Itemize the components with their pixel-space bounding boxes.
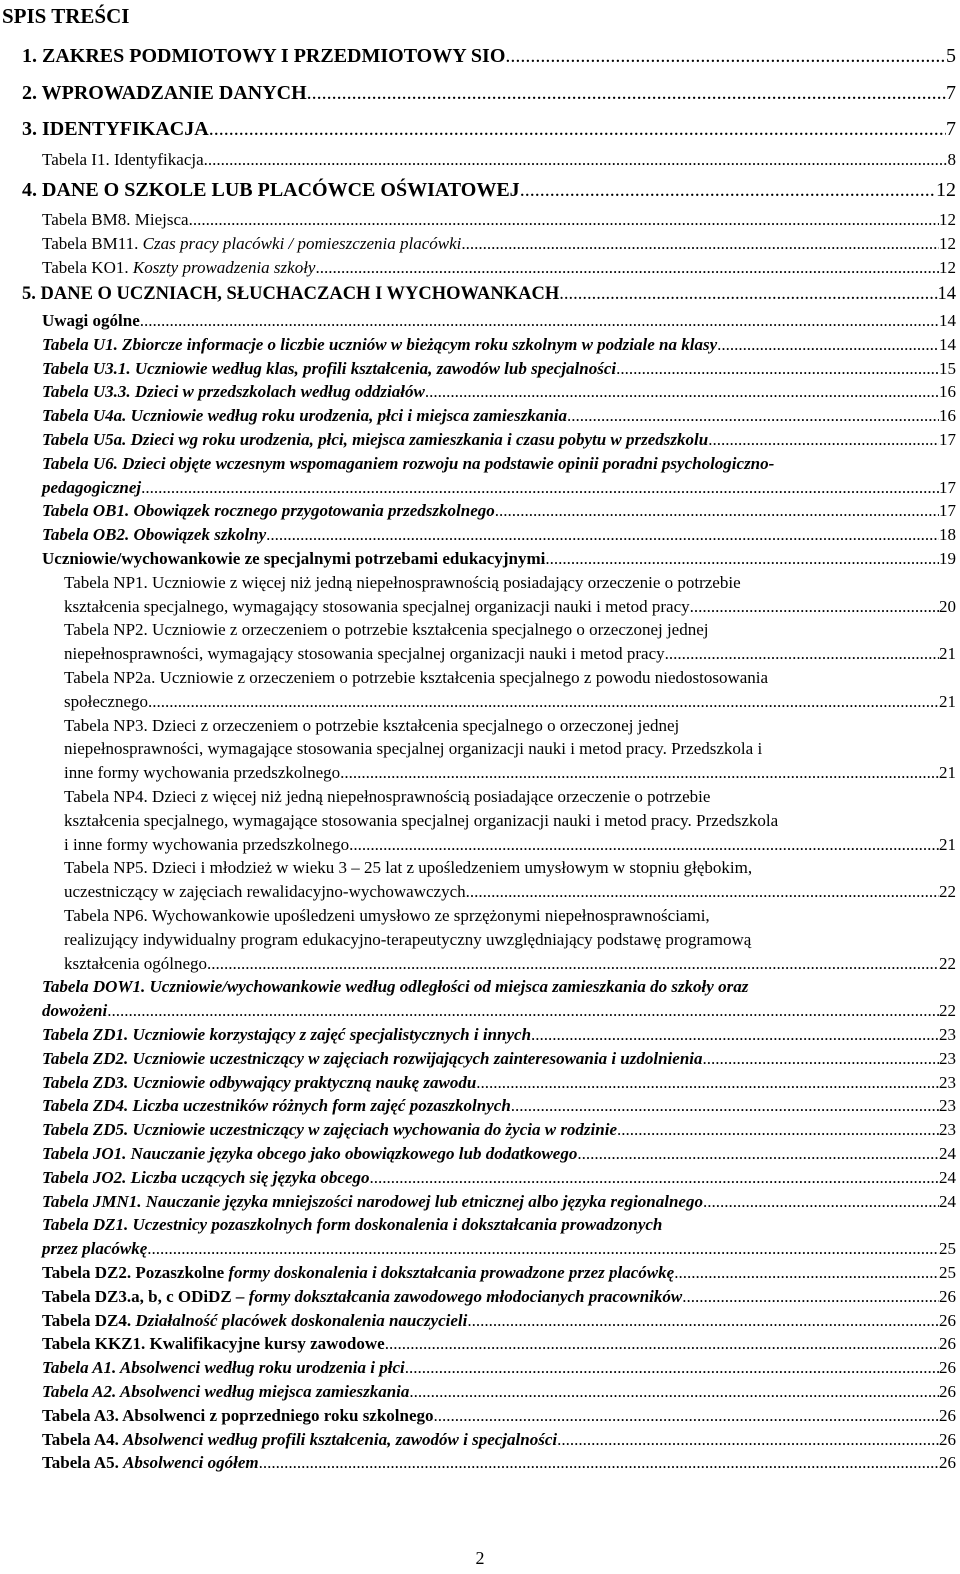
toc-entry-text: Czas pracy placówki / pomieszczenia placówki xyxy=(142,233,462,253)
toc-entry[interactable] xyxy=(0,1118,960,1142)
toc-entry-text: Uwagi ogólne xyxy=(42,311,140,331)
toc-entry[interactable] xyxy=(0,452,960,500)
toc-entry-label: Tabela A5. xyxy=(42,1453,124,1473)
toc-page-number: 20 xyxy=(939,596,956,616)
toc-page-number: 14 xyxy=(937,283,956,304)
toc-entry[interactable] xyxy=(0,1023,960,1047)
toc-entry-text: 5. DANE O UCZNIACH, SŁUCHACZACH I WYCHOWANKACH xyxy=(22,283,560,304)
toc-entry-label: Tabela A4. xyxy=(42,1429,124,1449)
toc-page-number: 21 xyxy=(939,763,956,783)
dot-leader xyxy=(209,111,946,148)
toc-page-number: 21 xyxy=(939,691,956,711)
toc-entry[interactable] xyxy=(0,1261,960,1285)
toc-entry-text: Tabela OB1. Obowiązek rocznego przygotowania przedszkolnego xyxy=(42,501,495,521)
toc-entry[interactable] xyxy=(0,571,960,619)
toc-entry[interactable] xyxy=(0,380,960,404)
toc-page-number: 23 xyxy=(939,1096,956,1116)
toc-entry-text: 4. DANE O SZKOLE LUB PLACÓWCE OŚWIATOWEJ xyxy=(22,178,520,201)
dot-leader xyxy=(690,595,939,619)
toc-entry-text: Tabela NP6. Wychowankowie upośledzeni umysłowo ze sprzężonymi niepełnosprawnościami, xyxy=(64,905,710,925)
toc-page-number: 26 xyxy=(939,1358,956,1378)
dot-leader xyxy=(505,38,946,75)
toc-page-number: 25 xyxy=(939,1262,956,1282)
dot-leader xyxy=(708,428,939,452)
dot-leader xyxy=(703,1190,939,1214)
toc-page-number: 21 xyxy=(939,644,956,664)
toc-entry[interactable] xyxy=(0,1380,960,1404)
dot-leader xyxy=(315,256,939,280)
toc-entry[interactable] xyxy=(0,618,960,666)
toc-entry-text: niepełnosprawności, wymagający stosowania specjalnej organizacji nauki i metod pracy xyxy=(64,644,665,664)
toc-entry-text: Tabela U4a. Uczniowie według roku urodzenia, płci i miejsca zamieszkania xyxy=(42,406,567,426)
toc-entry-text: Tabela ZD3. Uczniowie odbywający praktyczną naukę zawodu xyxy=(42,1072,477,1092)
toc-entry-text: Tabela NP2. Uczniowie z orzeczeniem o potrzebie kształcenia specjalnego o orzeczonej jednej xyxy=(64,620,709,640)
toc-entry[interactable] xyxy=(0,280,960,310)
toc-entry[interactable] xyxy=(0,1451,960,1475)
dot-leader xyxy=(511,1094,939,1118)
toc-entry[interactable] xyxy=(0,1285,960,1309)
toc-entry[interactable] xyxy=(0,357,960,381)
toc-entry[interactable] xyxy=(0,523,960,547)
toc-entry-text: Tabela ZD1. Uczniowie korzystający z zajęć specjalistycznych i innych xyxy=(42,1024,532,1044)
toc-entry-text: Tabela U3.3. Dzieci w przedszkolach według oddziałów xyxy=(42,382,425,402)
toc-page-number: 22 xyxy=(939,953,956,973)
toc-entry[interactable] xyxy=(0,1190,960,1214)
dot-leader xyxy=(559,280,937,310)
dot-leader xyxy=(682,1285,939,1309)
toc-entry[interactable] xyxy=(0,1213,960,1261)
page-title: SPIS TREŚCI xyxy=(2,4,130,28)
dot-leader xyxy=(466,880,939,904)
dot-leader xyxy=(703,1047,939,1071)
dot-leader xyxy=(148,690,939,714)
toc-page-number: 7 xyxy=(946,81,956,104)
toc-entry-text: Koszty prowadzenia szkoły xyxy=(132,257,316,277)
toc-page-number: 23 xyxy=(939,1072,956,1092)
toc-page-number: 24 xyxy=(939,1191,956,1211)
toc-entry-text: Tabela NP3. Dzieci z orzeczeniem o potrzebie kształcenia specjalnego o orzeczonej jednej xyxy=(64,715,680,735)
toc-page-number: 16 xyxy=(939,406,956,426)
dot-leader xyxy=(204,148,948,172)
toc-entry-text: Tabela JO1. Nauczanie języka obcego jako obowiązkowego lub dodatkowego xyxy=(42,1143,578,1163)
toc-page-number: 19 xyxy=(939,549,956,569)
toc-entry-text: kształcenia ogólnego xyxy=(64,953,208,973)
toc-page-number: 17 xyxy=(939,430,956,450)
toc-entry-text: niepełnosprawności, wymagające stosowania specjalnej organizacji nauki i metod pracy. Przedszkola i xyxy=(64,739,763,759)
toc-page-number: 16 xyxy=(939,382,956,402)
toc-page-number: 26 xyxy=(939,1429,956,1449)
toc-entry-text: Tabela DOW1. Uczniowie/wychowankowie według odległości od miejsca zamieszkania do szkoły oraz xyxy=(42,977,749,997)
toc-entry[interactable] xyxy=(0,666,960,714)
toc-entry-text: Tabela NP5. Dzieci i młodzież w wieku 3 – 25 lat z upośledzeniem umysłowym w stopniu głębokim, xyxy=(64,858,753,878)
dot-leader xyxy=(531,1023,939,1047)
toc-page-number: 24 xyxy=(939,1167,956,1187)
dot-leader xyxy=(577,1142,939,1166)
toc-entry-text: społecznego xyxy=(64,691,149,711)
toc-page-number: 8 xyxy=(947,149,956,169)
dot-leader xyxy=(495,499,939,523)
toc-entry-text: Absolwenci według profili kształcenia, zawodów i specjalności xyxy=(123,1429,558,1449)
toc-entry-text: Tabela JMN1. Nauczanie języka mniejszości narodowej lub etnicznej albo języka regionalnego xyxy=(42,1191,703,1211)
dot-leader xyxy=(349,833,939,857)
toc-entry[interactable] xyxy=(0,256,960,280)
toc-entry-text: Tabela ZD5. Uczniowie uczestniczący w zajęciach wychowania do życia w rodzinie xyxy=(42,1120,617,1140)
dot-leader xyxy=(340,761,939,785)
toc-entry-text: Absolwenci ogółem xyxy=(123,1453,259,1473)
toc-entry-text: – formy dokształcania zawodowego młodocianych pracowników xyxy=(235,1286,683,1306)
toc-page-number: 23 xyxy=(939,1024,956,1044)
dot-leader xyxy=(370,1166,940,1190)
dot-leader xyxy=(665,642,939,666)
dot-leader xyxy=(557,1428,939,1452)
toc-entry-text: Tabela BM8. Miejsca xyxy=(42,210,189,230)
toc-entry[interactable] xyxy=(0,1356,960,1380)
toc-entry[interactable] xyxy=(0,714,960,785)
dot-leader xyxy=(425,380,939,404)
toc-entry-text: formy doskonalenia i dokształcania prowadzone przez placówkę xyxy=(228,1262,675,1282)
toc-page-number: 7 xyxy=(946,118,956,141)
dot-leader xyxy=(385,1332,939,1356)
toc-entry-text: pedagogicznej xyxy=(42,477,142,497)
dot-leader xyxy=(147,1237,939,1261)
dot-leader xyxy=(467,1309,939,1333)
toc-entry-text: Tabela U3.1. Uczniowie według klas, profili kształcenia, zawodów lub specjalności xyxy=(42,358,617,378)
toc-entry-text: kształcenia specjalnego, wymagający stosowania specjalnej organizacji nauki i metod pracy xyxy=(64,596,690,616)
toc-page-number: 14 xyxy=(939,311,956,331)
toc-page-number: 22 xyxy=(939,882,956,902)
toc-page-number: 12 xyxy=(939,233,956,253)
toc-entry-text: Tabela NP2a. Uczniowie z orzeczeniem o potrzebie kształcenia specjalnego z powodu niedostosowania xyxy=(64,668,769,688)
toc-entry[interactable] xyxy=(0,1309,960,1333)
toc-entry-label: Tabela DZ2. Pozaszkolne xyxy=(42,1262,229,1282)
dot-leader xyxy=(266,523,939,547)
dot-leader xyxy=(461,232,939,256)
toc-page-number: 26 xyxy=(939,1286,956,1306)
toc-entry-text: i inne formy wychowania przedszkolnego xyxy=(64,834,350,854)
toc-page-number: 14 xyxy=(939,334,956,354)
dot-leader xyxy=(307,75,946,112)
toc-entry[interactable] xyxy=(0,75,960,112)
toc-entry[interactable] xyxy=(0,1094,960,1118)
dot-leader xyxy=(617,1118,939,1142)
toc-entry-text: realizujący indywidualny program edukacyjno-terapeutyczny uwzględniający podstawę programową xyxy=(64,929,752,949)
toc-entry[interactable] xyxy=(0,547,960,571)
toc-entry[interactable] xyxy=(0,208,960,232)
toc-entry-text: dowożeni xyxy=(42,1001,108,1021)
toc-entry[interactable] xyxy=(0,404,960,428)
toc-entry-text: Tabela KKZ1. Kwalifikacyjne kursy zawodowe xyxy=(42,1334,385,1354)
toc-entry[interactable] xyxy=(0,309,960,333)
toc-entry-text: kształcenia specjalnego, wymagające stosowania specjalnej organizacji nauki i metod pracy. Przedszkola xyxy=(64,810,779,830)
toc-entry[interactable] xyxy=(0,172,960,209)
dot-leader xyxy=(405,1356,939,1380)
dot-leader xyxy=(545,547,939,571)
toc-entry[interactable] xyxy=(0,785,960,856)
dot-leader xyxy=(409,1380,939,1404)
dot-leader xyxy=(567,404,939,428)
toc-entry[interactable] xyxy=(0,499,960,523)
toc-entry-text: Tabela ZD2. Uczniowie uczestniczący w zajęciach rozwijających zainteresowania i uzdolnienia xyxy=(42,1048,703,1068)
toc-page-number: 17 xyxy=(939,501,956,521)
toc-entry-text: Tabela I1. Identyfikacja xyxy=(42,149,204,169)
toc-page-number: 23 xyxy=(939,1048,956,1068)
dot-leader xyxy=(674,1261,939,1285)
toc-entry-label: Tabela A3. xyxy=(42,1405,123,1425)
toc-entry-text: Tabela A2. Absolwenci według miejsca zamieszkania xyxy=(42,1381,410,1401)
toc-page-number: 26 xyxy=(939,1405,956,1425)
toc-entry-label: Tabela KO1. xyxy=(42,257,133,277)
toc-entry-text: Tabela DZ1. Uczestnicy pozaszkolnych form doskonalenia i dokształcania prowadzonych xyxy=(42,1215,663,1235)
dot-leader xyxy=(189,208,939,232)
toc-entry-text: Tabela ZD4. Liczba uczestników różnych form zajęć pozaszkolnych xyxy=(42,1096,511,1116)
dot-leader xyxy=(434,1404,939,1428)
toc-entry-label: Tabela DZ4. xyxy=(42,1310,136,1330)
toc-entry-label: Tabela DZ3.a, b, c ODiDZ xyxy=(42,1286,236,1306)
toc-page-number: 26 xyxy=(939,1310,956,1330)
toc-page-number: 15 xyxy=(939,358,956,378)
toc-entry[interactable] xyxy=(0,1071,960,1095)
toc-entry-text: przez placówkę xyxy=(42,1239,148,1259)
toc-entry-text: Tabela A1. Absolwenci według roku urodzenia i płci xyxy=(42,1358,405,1378)
toc-page-number: 5 xyxy=(946,45,956,67)
toc-entry[interactable] xyxy=(0,428,960,452)
dot-leader xyxy=(520,172,936,209)
toc-page-number: 23 xyxy=(939,1120,956,1140)
dot-leader xyxy=(141,476,939,500)
toc-page-number: 17 xyxy=(939,477,956,497)
toc-entry[interactable] xyxy=(0,975,960,1023)
toc-page-number: 26 xyxy=(939,1334,956,1354)
dot-leader xyxy=(476,1071,939,1095)
toc-entry[interactable] xyxy=(0,1166,960,1190)
toc-entry[interactable] xyxy=(0,904,960,975)
toc-page-number: 12 xyxy=(936,178,956,201)
toc-page-number: 12 xyxy=(939,210,956,230)
toc-page-number: 25 xyxy=(939,1239,956,1259)
toc-entry-text: 3. IDENTYFIKACJA xyxy=(22,118,209,141)
toc-entry-text: Tabela JO2. Liczba uczących się języka obcego xyxy=(42,1167,370,1187)
toc-entry-text: Tabela NP1. Uczniowie z więcej niż jedną niepełnosprawnością posiadający orzeczenie o potrzebie xyxy=(64,572,741,592)
toc-entry[interactable] xyxy=(0,1332,960,1356)
toc-entry[interactable] xyxy=(0,1404,960,1428)
dot-leader xyxy=(717,333,939,357)
dot-leader xyxy=(140,309,939,333)
table-of-contents xyxy=(0,38,960,1475)
toc-page-number: 24 xyxy=(939,1143,956,1163)
toc-page-number: 26 xyxy=(939,1381,956,1401)
toc-page-number: 22 xyxy=(939,1001,956,1021)
toc-entry[interactable] xyxy=(0,1047,960,1071)
toc-entry-text: 2. WPROWADZANIE DANYCH xyxy=(22,81,307,104)
toc-page-number: 18 xyxy=(939,525,956,545)
toc-page-number: 12 xyxy=(939,257,956,277)
dot-leader xyxy=(616,357,939,381)
toc-entry[interactable] xyxy=(0,333,960,357)
toc-entry[interactable] xyxy=(0,1428,960,1452)
toc-entry[interactable] xyxy=(0,232,960,256)
toc-entry-text: 1. ZAKRES PODMIOTOWY I PRZEDMIOTOWY SIO xyxy=(22,45,506,67)
toc-entry-text: Uczniowie/wychowankowie ze specjalnymi potrzebami edukacyjnymi xyxy=(42,549,546,569)
dot-leader xyxy=(207,952,939,976)
toc-entry[interactable] xyxy=(0,148,960,172)
toc-entry-text: Tabela OB2. Obowiązek szkolny xyxy=(42,525,267,545)
toc-entry[interactable] xyxy=(0,856,960,904)
toc-entry-text: uczestniczący w zajęciach rewalidacyjno-wychowawczych xyxy=(64,882,466,902)
toc-entry-label: Tabela BM11. xyxy=(42,233,143,253)
toc-entry[interactable] xyxy=(0,111,960,148)
toc-entry-text: Tabela U5a. Dzieci wg roku urodzenia, płci, miejsca zamieszkania i czasu pobytu w przedszkolu xyxy=(42,430,709,450)
toc-entry-text: Absolwenci z poprzedniego roku szkolnego xyxy=(122,1405,434,1425)
toc-entry-text: Tabela U6. Dzieci objęte wczesnym wspomaganiem rozwoju na podstawie opinii poradni psychologiczno- xyxy=(42,453,775,473)
page-number: 2 xyxy=(475,1548,485,1568)
dot-leader xyxy=(259,1451,939,1475)
dot-leader xyxy=(107,999,939,1023)
toc-entry-text: Tabela NP4. Dzieci z więcej niż jedną niepełnosprawnością posiadające orzeczenie o potrzebie xyxy=(64,787,711,806)
toc-entry[interactable] xyxy=(0,38,960,75)
toc-entry-text: Tabela U1. Zbiorcze informacje o liczbie uczniów w bieżącym roku szkolnym w podziale na klasy xyxy=(42,334,718,354)
toc-entry-text: Działalność placówek doskonalenia nauczycieli xyxy=(135,1310,468,1330)
toc-page-number: 26 xyxy=(939,1453,956,1473)
toc-page-number: 21 xyxy=(939,834,956,854)
toc-entry[interactable] xyxy=(0,1142,960,1166)
toc-entry-text: inne formy wychowania przedszkolnego xyxy=(64,763,341,783)
